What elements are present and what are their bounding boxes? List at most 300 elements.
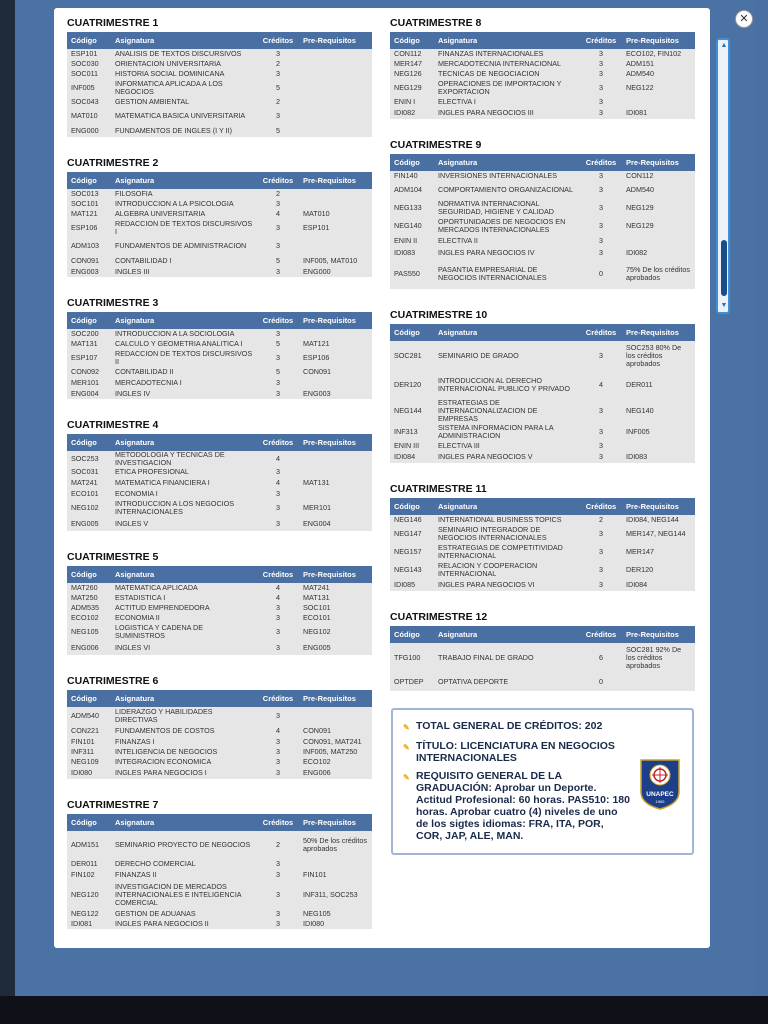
right-column: [390, 16, 695, 691]
table-header-row: [390, 32, 695, 49]
course-name: GESTION AMBIENTAL: [115, 97, 190, 106]
col-prereq-header: Pre-Requisitos: [626, 630, 679, 639]
course-prereq: NEG122: [626, 83, 654, 92]
col-code-header: Código: [71, 818, 97, 827]
table-row: [67, 517, 372, 531]
course-prereq: [299, 107, 372, 125]
col-prereq-header: Pre-Requisitos: [626, 502, 679, 511]
course-prereq: MER147: [626, 547, 654, 556]
course-code: ENG004: [71, 389, 99, 398]
table-row: [390, 451, 695, 463]
course-prereq: ECO102: [303, 757, 331, 766]
course-name: FUNDAMENTOS DE ADMINISTRACION: [115, 241, 247, 250]
table-row: [67, 49, 372, 59]
course-prereq: [299, 377, 372, 389]
col-subject-header: Asignatura: [438, 502, 478, 511]
table-row: [67, 219, 372, 237]
course-name: OPORTUNIDADES DE NEGOCIOS EN MERCADOS INTERNACIONALES: [438, 217, 566, 234]
course-credits: 3: [276, 890, 280, 899]
course-code: ENG006: [71, 643, 99, 652]
course-code: INF313: [394, 427, 418, 436]
course-credits: 5: [276, 339, 280, 348]
course-code: MAT241: [71, 478, 98, 487]
table-row: [390, 399, 695, 423]
course-prereq: MAT131: [303, 478, 330, 487]
course-name: MATEMATICA BASICA UNIVERSITARIA: [115, 111, 246, 120]
course-name: FILOSOFIA: [115, 189, 153, 198]
course-prereq: CON112: [626, 171, 654, 180]
course-prereq: NEG129: [626, 221, 654, 230]
course-name: ACTITUD EMPRENDEDORA: [115, 603, 210, 612]
course-prereq: [299, 707, 372, 725]
course-code: ECO101: [71, 489, 99, 498]
window-left-edge: [0, 0, 15, 1024]
col-credits-header: Créditos: [262, 818, 294, 827]
col-credits-header: Créditos: [262, 570, 294, 579]
course-credits: 4: [276, 593, 280, 602]
course-prereq: CON091: [303, 367, 331, 376]
semester-section: [67, 16, 372, 137]
table-row: [390, 49, 695, 59]
course-prereq: ECO101: [303, 613, 331, 622]
table-row: [67, 747, 372, 757]
course-credits: 3: [276, 111, 280, 120]
logo-text: UNAPEC: [646, 791, 674, 798]
course-credits: 3: [276, 199, 280, 208]
course-prereq: CON091: [303, 726, 331, 735]
col-subject-header: Asignatura: [438, 158, 478, 167]
course-name: ANALISIS DE TEXTOS DISCURSIVOS: [115, 49, 242, 58]
col-prereq-header: Pre-Requisitos: [303, 316, 356, 325]
table-row: [67, 125, 372, 137]
table-row: [390, 69, 695, 79]
course-name: INTERNATIONAL BUSINESS TOPICS: [438, 515, 562, 524]
table-row: [390, 643, 695, 673]
col-code-header: Código: [71, 438, 97, 447]
col-code-header: Código: [71, 36, 97, 45]
table-header-row: [67, 690, 372, 707]
course-prereq: IDI080: [303, 919, 325, 928]
course-table: [67, 312, 372, 399]
course-credits: 3: [599, 69, 603, 78]
course-name: ALGEBRA UNIVERSITARIA: [115, 209, 206, 218]
semester-title: CUATRIMESTRE 5: [67, 551, 159, 563]
semester-title: CUATRIMESTRE 7: [67, 799, 159, 811]
course-prereq: INF005, MAT010: [303, 256, 358, 265]
course-code: NEG146: [394, 515, 422, 524]
table-row: [390, 247, 695, 259]
course-code: ADM151: [71, 840, 99, 849]
table-row: [390, 217, 695, 235]
table-row: [67, 919, 372, 929]
col-credits-header: Créditos: [585, 328, 617, 337]
course-name: INGLES VI: [115, 643, 151, 652]
course-credits: 3: [276, 353, 280, 362]
course-prereq: INF005, MAT250: [303, 747, 358, 756]
semester-title: CUATRIMESTRE 11: [390, 483, 487, 495]
window-bottom-edge: [0, 996, 768, 1024]
course-name: ELECTIVA III: [438, 441, 480, 450]
col-credits-header: Créditos: [262, 36, 294, 45]
course-code: NEG120: [71, 890, 99, 899]
course-code: MAT131: [71, 339, 98, 348]
col-code-header: Código: [394, 36, 420, 45]
course-prereq: ECO102, FIN102: [626, 49, 682, 58]
col-prereq-header: Pre-Requisitos: [303, 36, 356, 45]
course-credits: 3: [599, 185, 603, 194]
course-prereq: IDI084: [626, 580, 648, 589]
course-code: SOC101: [71, 199, 99, 208]
semester-section: [67, 296, 372, 399]
course-name: ESTRATEGIAS DE INTERNACIONALIZACION DE EMPRESAS: [438, 398, 538, 423]
course-code: NEG133: [394, 203, 422, 212]
course-name: TRABAJO FINAL DE GRADO: [438, 653, 534, 662]
course-credits: 3: [276, 711, 280, 720]
course-prereq: ESP106: [303, 353, 330, 362]
semester-section: [390, 16, 695, 119]
course-prereq: INF005: [626, 427, 650, 436]
table-row: [67, 97, 372, 107]
course-code: NEG144: [394, 406, 422, 415]
course-name: OPERACIONES DE IMPORTACION Y EXPORTACION: [438, 79, 562, 96]
course-credits: 2: [599, 515, 603, 524]
course-code: PAS550: [394, 269, 420, 278]
course-code: IDI084: [394, 452, 416, 461]
course-prereq: IDI082: [626, 248, 648, 257]
scroll-thumb[interactable]: [721, 240, 727, 296]
semester-section: [67, 798, 372, 929]
course-name: LOGISTICA Y CADENA DE SUMINISTROS: [115, 623, 204, 640]
course-credits: 0: [599, 677, 603, 686]
table-row: [67, 199, 372, 209]
course-credits: 3: [276, 489, 280, 498]
course-table: [390, 626, 695, 691]
course-code: IDI083: [394, 248, 416, 257]
semester-title: CUATRIMESTRE 2: [67, 157, 159, 169]
table-row: [67, 339, 372, 349]
semester-section: [67, 156, 372, 277]
course-name: SISTEMA INFORMACION PARA LA ADMINISTRACION: [438, 423, 554, 440]
course-name: MATEMATICA FINANCIERA I: [115, 478, 210, 487]
course-name: INVERSIONES INTERNACIONALES: [438, 171, 558, 180]
course-credits: 5: [276, 367, 280, 376]
table-row: [67, 367, 372, 377]
course-credits: 3: [599, 221, 603, 230]
close-button[interactable]: ✕: [735, 10, 753, 28]
vertical-scrollbar[interactable]: [716, 38, 730, 314]
course-name: MATEMATICA APLICADA: [115, 583, 198, 592]
course-name: PASANTIA EMPRESARIAL DE NEGOCIOS INTERNACIONALES: [438, 265, 547, 282]
course-prereq: [299, 49, 372, 59]
table-row: [390, 181, 695, 199]
course-code: MER101: [71, 378, 99, 387]
col-code-header: Código: [394, 328, 420, 337]
course-name: INVESTIGACION DE MERCADOS INTERNACIONALES E INTELIGENCIA COMERCIAL: [115, 882, 242, 907]
course-name: ESTRATEGIAS DE COMPETITIVIDAD INTERNACIONAL: [438, 543, 563, 560]
course-name: INGLES PARA NEGOCIOS III: [438, 108, 534, 117]
course-code: NEG126: [394, 69, 422, 78]
table-row: [67, 613, 372, 623]
course-credits: 3: [599, 441, 603, 450]
course-code: ENG000: [71, 126, 99, 135]
course-credits: 3: [599, 97, 603, 106]
course-prereq: MAT121: [303, 339, 330, 348]
logo-year: 1965: [655, 799, 665, 804]
table-row: [390, 107, 695, 119]
table-row: [67, 881, 372, 909]
course-code: NEG105: [71, 627, 99, 636]
total-credits: TOTAL GENERAL DE CRÉDITOS: 202: [416, 720, 603, 732]
course-name: INGLES III: [115, 267, 150, 276]
course-prereq: [299, 97, 372, 107]
course-prereq: ENG005: [303, 643, 331, 652]
table-row: [67, 859, 372, 869]
course-code: SOC253: [71, 454, 99, 463]
table-row: [390, 235, 695, 247]
course-credits: 3: [599, 406, 603, 415]
col-credits-header: Créditos: [262, 438, 294, 447]
table-row: [67, 725, 372, 737]
course-credits: 3: [276, 603, 280, 612]
table-row: [67, 237, 372, 255]
semester-section: [67, 674, 372, 779]
course-code: TFG100: [394, 653, 421, 662]
pencil-bullet-icon: ✎: [403, 743, 410, 752]
course-code: SOC200: [71, 329, 99, 338]
table-row: [390, 673, 695, 691]
table-row: [67, 707, 372, 725]
course-prereq: 75% De los créditos aprobados: [626, 265, 690, 282]
course-credits: 3: [276, 267, 280, 276]
scroll-up-arrow-icon[interactable]: ▲: [720, 42, 728, 49]
col-subject-header: Asignatura: [115, 570, 155, 579]
course-credits: 3: [276, 241, 280, 250]
course-credits: 3: [599, 248, 603, 257]
course-code: ENIN I: [394, 97, 416, 106]
semester-section: [390, 308, 695, 463]
col-subject-header: Asignatura: [115, 316, 155, 325]
col-subject-header: Asignatura: [115, 818, 155, 827]
col-prereq-header: Pre-Requisitos: [303, 570, 356, 579]
course-code: SOC013: [71, 189, 99, 198]
course-code: INF311: [71, 747, 95, 756]
table-row: [67, 349, 372, 367]
course-credits: 3: [276, 909, 280, 918]
course-code: NEG140: [394, 221, 422, 230]
table-row: [67, 869, 372, 881]
course-code: SOC043: [71, 97, 99, 106]
table-row: [390, 515, 695, 525]
course-name: INTRODUCCION A LOS NEGOCIOS INTERNACIONALES: [115, 499, 235, 516]
semester-title: CUATRIMESTRE 9: [390, 139, 482, 151]
course-code: ADM104: [394, 185, 422, 194]
table-row: [67, 909, 372, 919]
course-credits: 5: [276, 126, 280, 135]
course-credits: 4: [276, 583, 280, 592]
course-code: MAT250: [71, 593, 98, 602]
course-table: [390, 498, 695, 591]
col-prereq-header: Pre-Requisitos: [626, 328, 679, 337]
course-prereq: ENG000: [303, 267, 331, 276]
course-credits: 4: [276, 726, 280, 735]
course-credits: 5: [276, 256, 280, 265]
course-prereq: NEG102: [303, 627, 331, 636]
table-row: [390, 97, 695, 107]
course-prereq: ENG006: [303, 768, 331, 777]
course-name: REDACCION DE TEXTOS DISCURSIVOS I: [115, 219, 253, 236]
course-prereq: SOC101: [303, 603, 331, 612]
course-name: INFORMATICA APLICADA A LOS NEGOCIOS: [115, 79, 223, 96]
course-prereq: MAT131: [303, 593, 330, 602]
table-row: [390, 371, 695, 399]
col-credits-header: Créditos: [262, 694, 294, 703]
course-name: REDACCION DE TEXTOS DISCURSIVOS II: [115, 349, 253, 366]
course-credits: 4: [276, 454, 280, 463]
course-name: SEMINARIO DE GRADO: [438, 351, 519, 360]
course-prereq: [622, 441, 695, 451]
course-code: DER120: [394, 380, 422, 389]
course-code: NEG102: [71, 503, 99, 512]
course-prereq: [299, 199, 372, 209]
course-table: [67, 172, 372, 277]
course-code: CON092: [71, 367, 99, 376]
degree-title: TÍTULO: LICENCIATURA EN NEGOCIOS INTERNACIONALES: [416, 740, 615, 764]
course-table: [67, 434, 372, 531]
course-name: ETICA PROFESIONAL: [115, 467, 189, 476]
col-subject-header: Asignatura: [115, 176, 155, 185]
course-name: CONTABILIDAD I: [115, 256, 172, 265]
table-row: [67, 189, 372, 199]
course-name: ELECTIVA I: [438, 97, 476, 106]
table-row: [67, 209, 372, 219]
course-code: ESP106: [71, 223, 98, 232]
course-name: INTELIGENCIA DE NEGOCIOS: [115, 747, 218, 756]
course-credits: 3: [599, 529, 603, 538]
course-code: IDI082: [394, 108, 416, 117]
course-credits: 3: [599, 580, 603, 589]
course-table: [390, 324, 695, 463]
course-prereq: MER147, NEG144: [626, 529, 686, 538]
course-prereq: ESP101: [303, 223, 330, 232]
course-name: SEMINARIO PROYECTO DE NEGOCIOS: [115, 840, 251, 849]
course-code: MAT010: [71, 111, 98, 120]
course-code: FIN102: [71, 870, 95, 879]
col-prereq-header: Pre-Requisitos: [626, 158, 679, 167]
col-credits-header: Créditos: [585, 158, 617, 167]
course-credits: 3: [276, 519, 280, 528]
course-table: [390, 154, 695, 289]
course-credits: 3: [276, 69, 280, 78]
course-credits: 5: [276, 83, 280, 92]
course-code: ENIN II: [394, 236, 418, 245]
course-credits: 3: [276, 329, 280, 338]
table-row: [67, 267, 372, 277]
table-header-row: [67, 172, 372, 189]
course-name: INTRODUCCION A LA SOCIOLOGIA: [115, 329, 235, 338]
table-row: [390, 543, 695, 561]
course-credits: 2: [276, 840, 280, 849]
course-credits: 3: [276, 613, 280, 622]
course-code: MAT260: [71, 583, 98, 592]
course-credits: 3: [276, 378, 280, 387]
course-prereq: IDI083: [626, 452, 648, 461]
col-credits-header: Créditos: [262, 176, 294, 185]
course-code: NEG129: [394, 83, 422, 92]
table-row: [67, 477, 372, 489]
col-code-header: Código: [394, 502, 420, 511]
course-prereq: [299, 859, 372, 869]
col-prereq-header: Pre-Requisitos: [626, 36, 679, 45]
course-prereq: [299, 79, 372, 97]
course-credits: 3: [599, 203, 603, 212]
course-name: INTRODUCCION AL DERECHO INTERNACIONAL PUBLICO Y PRIVADO: [438, 376, 570, 393]
table-header-row: [390, 626, 695, 643]
course-name: OPTATIVA DEPORTE: [438, 677, 509, 686]
course-name: DERECHO COMERCIAL: [115, 859, 196, 868]
course-code: SOC011: [71, 69, 99, 78]
semester-title: CUATRIMESTRE 12: [390, 611, 488, 623]
table-row: [67, 623, 372, 641]
table-row: [390, 441, 695, 451]
semester-title: CUATRIMESTRE 6: [67, 675, 159, 687]
table-row: [67, 389, 372, 399]
course-credits: 3: [599, 351, 603, 360]
course-credits: 3: [276, 768, 280, 777]
course-table: [67, 32, 372, 137]
course-name: INGLES PARA NEGOCIOS V: [438, 452, 533, 461]
table-header-row: [390, 324, 695, 341]
total-credits-line: [403, 720, 684, 734]
course-name: INTRODUCCION A LA PSICOLOGIA: [115, 199, 234, 208]
table-header-row: [390, 498, 695, 515]
table-row: [67, 641, 372, 655]
col-subject-header: Asignatura: [115, 438, 155, 447]
course-code: ENG003: [71, 267, 99, 276]
course-name: ESTADISTICA I: [115, 593, 166, 602]
course-table: [67, 814, 372, 929]
left-column: [67, 16, 372, 929]
unapec-logo-icon: [638, 758, 682, 810]
col-code-header: Código: [71, 316, 97, 325]
scroll-down-arrow-icon[interactable]: ▼: [720, 302, 728, 309]
course-prereq: ENG004: [303, 519, 331, 528]
course-name: FUNDAMENTOS DE COSTOS: [115, 726, 215, 735]
course-credits: 4: [276, 478, 280, 487]
semester-title: CUATRIMESTRE 10: [390, 309, 488, 321]
course-credits: 2: [276, 97, 280, 106]
course-table: [390, 32, 695, 119]
course-prereq: [299, 451, 372, 467]
course-prereq: [299, 467, 372, 477]
table-row: [390, 579, 695, 591]
course-code: ENIN III: [394, 441, 420, 450]
col-credits-header: Créditos: [585, 630, 617, 639]
table-row: [390, 341, 695, 371]
col-prereq-header: Pre-Requisitos: [303, 176, 356, 185]
course-prereq: SOC281 92% De los créditos aprobados: [626, 645, 682, 670]
course-name: HISTORIA SOCIAL DOMINICANA: [115, 69, 225, 78]
table-row: [390, 561, 695, 579]
course-code: CON221: [71, 726, 99, 735]
semester-section: [390, 138, 695, 289]
table-row: [390, 79, 695, 97]
semester-title: CUATRIMESTRE 4: [67, 419, 159, 431]
course-prereq: MAT010: [303, 209, 330, 218]
course-code: SOC030: [71, 59, 99, 68]
course-credits: 4: [599, 380, 603, 389]
course-credits: 4: [276, 209, 280, 218]
course-prereq: IDI084, NEG144: [626, 515, 679, 524]
